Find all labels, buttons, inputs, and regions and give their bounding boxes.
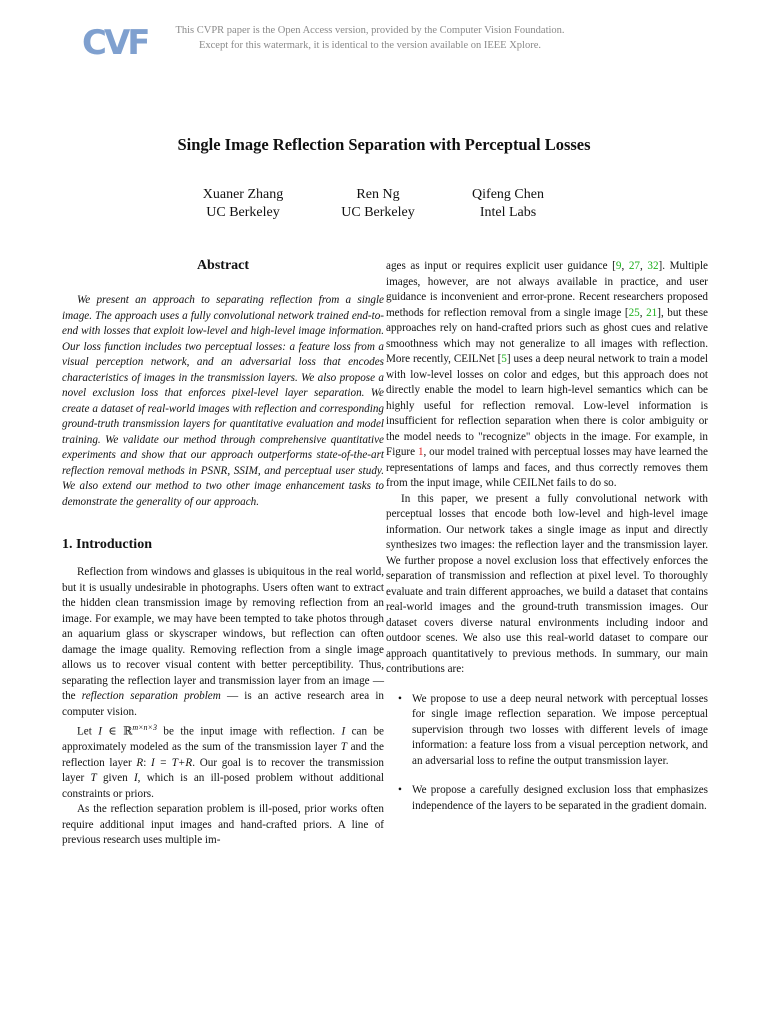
cvf-logo [82, 18, 148, 63]
left-column [62, 256, 384, 849]
intro-p1-text: Reflection from windows and glasses is ubiquitous in the real world, but it is usually undesirable in photographs. Users often want to extract the hidden clean transmission image by removing reflection from an image. For example, we may have been tempted to take photos through an aquarium glass or skyscraper windows, but reflection can often damage the image quality. Removing reflection from a single image allows us to recover visual content with better perceptibility. Thus, separating the reflection layer and transmission layer from an image — the [62, 566, 384, 702]
citation-link-25[interactable]: 25 [628, 306, 640, 319]
intro-p2-text: and the reflection layer [62, 741, 384, 769]
list-item-text: We propose to use a deep neural network with perceptual losses for single image reflection separation. We impose perceptual supervision through two losses with different levels of image information: a feature loss from a visual perception network, and an adversarial loss to refine the output transmission layer. [412, 692, 708, 767]
abstract-text: We present an approach to separating reflection from a single image. The approach uses a fully convolutional network trained end-to-end with losses that exploit low-level and high-level image information. Our loss function includes two perceptual losses: a feature loss from a visual perception network, and an adversarial loss that encodes characteristics of images in the transmission layers. We also propose a novel exclusion loss that enforces pixel-level layer separation. We create a dataset of real-world images with reflection and corresponding ground-truth transmission layers for quantitative evaluation and model training. We validate our method through comprehensive quantitative experiments and show that our approach outperforms state-of-the-art reflection removal methods in PSNR, SSIM, and perceptual user study. We also extend our method to two other image enhancement tasks to demonstrate the generality of our approach. [62, 294, 384, 508]
bullet-icon: • [398, 784, 402, 796]
citation-link-21[interactable]: 21 [646, 306, 658, 319]
citation-separator: , [639, 306, 647, 319]
watermark-line-1: This CVPR paper is the Open Access version, provided by the Computer Vision Foundation. [175, 25, 565, 36]
body-text: ages as input or requires explicit user guidance [ [386, 260, 616, 272]
citation-link-5[interactable]: 5 [501, 353, 507, 365]
intro-p2-text: be the input image with reflection. [156, 725, 342, 738]
list-item-text: We propose a carefully designed exclusion loss that emphasizes independence of the layers to be separated in the gradient domain. [412, 784, 708, 812]
math-superscript: m×n×3 [132, 723, 157, 732]
list-item [386, 783, 708, 814]
right-paragraph-2: In this paper, we present a fully convolutional network with perceptual losses that encode both low-level and high-level image information. Our network takes a single image as input and directly synthesizes two images: the reflection layer and the transmission layer. We further propose a novel exclusion loss that effectively enforces the separation of transmission and reflection at pixel level. To thoroughly evaluate and train different approaches, we build a dataset that contains real-world images and the ground-truth transmission images. Our dataset covers diverse natural environments including indoor and outdoor scenes. We also use this real-world dataset to compare our approach quantitatively to previous methods. In summary, our main contributions are: [386, 492, 708, 675]
math-var: I [98, 725, 102, 738]
body-text: , our model trained with perceptual losses may have learned the representations of lamps and faces, and thus correctly removes them from the input image, while CEILNet fails to do so. [386, 446, 708, 489]
math-var: I [133, 772, 138, 785]
citation-link-27[interactable]: 27 [628, 260, 640, 272]
author-affiliation: Intel Labs [479, 204, 537, 220]
body-text: ]. Multiple images, however, are not always available in practice, and user guidance is inconvenient and error-prone. Recent researchers proposed methods for reflection removal from a single image [ [386, 260, 708, 319]
author-1 [173, 186, 313, 221]
intro-p2-text: , which is an ill-posed problem without additional constraints or priors. [62, 772, 384, 800]
author-name: Ren Ng [356, 187, 400, 202]
author-2 [308, 186, 448, 221]
intro-p2-text: : [143, 756, 152, 769]
citation-link-32[interactable]: 32 [647, 260, 659, 272]
bullet-icon: • [398, 692, 402, 705]
intro-p2-text: Let [77, 725, 99, 738]
math-var: I [341, 725, 346, 738]
introduction-heading: 1. Introduction [62, 537, 152, 552]
intro-paragraph-2 [62, 720, 384, 802]
intro-p2-text: given [96, 772, 134, 785]
author-affiliation: UC Berkeley [341, 204, 415, 220]
author-name: Qifeng Chen [472, 187, 544, 202]
math-op: ∈ [102, 725, 124, 738]
math-equation: I = T+R [151, 756, 193, 769]
paper-title: Single Image Reflection Separation with Perceptual Losses [177, 135, 591, 154]
citation-link-9[interactable]: 9 [615, 260, 622, 272]
intro-p1-text-end: — is an active research area in computer vision. [62, 690, 384, 718]
right-paragraph-1 [386, 259, 708, 492]
math-set: ℝ [123, 725, 133, 738]
body-text: ] uses a deep neural network to train a model with low-level losses on color and edges, but this approach does not directly enable the model to learn high-level semantics which can be highly useful for reflection removal. Low-level information is insufficient for reflection separation when there is color ambiguity or the model needs to "recognize" objects in the image. For example, in Figure [386, 353, 708, 458]
contributions-list [386, 692, 708, 815]
body-text: ], but these approaches rely on hand-crafted priors such as ghost cues and relative smoothness which may not generalize to all images with reflection. More recently, CEILNet [ [386, 306, 708, 365]
abstract-heading: Abstract [196, 258, 250, 273]
math-var: T [90, 772, 97, 785]
intro-paragraph-3: As the reflection separation problem is ill-posed, prior works often require additional input images and hand-crafted priors. A line of previous research uses multiple im- [62, 803, 384, 847]
right-column [386, 259, 708, 828]
intro-p1-emphasis: reflection separation problem [81, 690, 221, 702]
math-var: R [136, 756, 144, 769]
cvf-logo-text: CVF [82, 23, 148, 63]
list-item [386, 692, 708, 770]
citation-separator: , [639, 260, 648, 272]
intro-p2-text: can be approximately modeled as the sum of the transmission layer [62, 725, 384, 754]
author-3 [438, 186, 578, 221]
intro-paragraph-1 [62, 565, 384, 720]
intro-p2-text: . Our goal is to recover the transmission layer [62, 756, 384, 785]
author-name: Xuaner Zhang [202, 187, 284, 202]
figure-link-1[interactable]: 1 [417, 446, 424, 458]
author-affiliation: UC Berkeley [206, 204, 280, 220]
watermark-line-2: Except for this watermark, it is identical to the version available on IEEE Xplore. [198, 40, 541, 51]
open-access-watermark [150, 23, 590, 53]
math-var: T [340, 741, 347, 754]
citation-separator: , [621, 260, 629, 272]
